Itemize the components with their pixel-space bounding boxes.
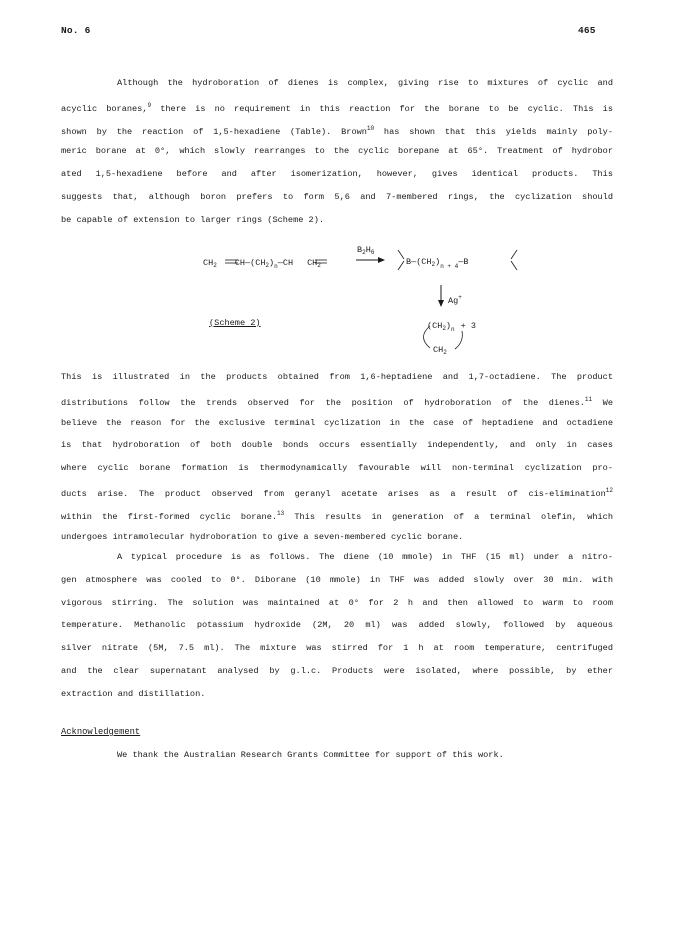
text-line: A typical procedure is as follows. The diene (10 mmole) in THF (15 ml) under a nitro- xyxy=(117,552,613,562)
silver-reagent: Ag+ xyxy=(448,294,462,306)
footnote-ref: 12 xyxy=(605,486,613,494)
text-line: where cyclic borane formation is thermodynamically favourable will non-terminal cyclization pro- xyxy=(61,463,613,474)
paragraph-1 xyxy=(61,72,613,232)
text-span: there is no requirement in this reaction for the borane to be cyclic. This is xyxy=(151,103,613,114)
reaction-scheme xyxy=(0,240,676,360)
cycloalkane-product xyxy=(424,321,476,356)
reagent-label: $B_2H_6$ xyxy=(357,245,375,256)
scheme-label: (Scheme 2) xyxy=(209,318,261,328)
text-line: be capable of extension to larger rings (Scheme 2). xyxy=(61,214,325,225)
text-line: This is illustrated in the products obtained from 1,6-heptadiene and 1,7-octadiene. The product xyxy=(61,372,613,382)
text-line xyxy=(61,503,613,526)
reaction-arrow xyxy=(356,257,385,263)
text-span: has shown that this yields mainly poly- xyxy=(374,126,613,137)
footnote-ref: 10 xyxy=(366,124,375,132)
text-line: believe the reason for the exclusive terminal cyclization in the case of heptadiene and octadiene xyxy=(61,417,613,428)
reactant-formula: $CH_2$ $CH—(CH_2)_n—CH$ $CH_2$ xyxy=(203,258,321,270)
scheme-diagram xyxy=(0,240,676,360)
text-span: ducts arise. The product observed from geranyl acetate arises as a result of cis-elimination xyxy=(61,488,606,499)
text-line: and the clear supernatant analysed by g.l.c. Products were isolated, where possible, by ether xyxy=(61,665,613,676)
paragraph-2 xyxy=(61,366,613,548)
footnote-ref: 9 xyxy=(147,101,152,109)
text-line: Although the hydroboration of dienes is complex, giving rise to mixtures of cyclic and xyxy=(117,78,613,88)
paragraph-3 xyxy=(61,546,613,706)
footnote-ref: 11 xyxy=(584,395,593,403)
text-line: ated 1,5-hexadiene before and after isomerization, however, gives identical products. This xyxy=(61,169,613,180)
text-line: gen atmosphere was cooled to 0°. Diborane (10 mmole) in THF was added slowly over 30 min. with xyxy=(61,574,613,585)
text-span: We xyxy=(592,397,613,408)
text-line: meric borane at 0°, which slowly rearranges to the cyclic borepane at 65°. Treatment of hydrobor xyxy=(61,146,613,157)
text-line xyxy=(61,95,613,118)
text-span: This results in generation of a terminal olefin, which xyxy=(284,511,613,522)
page-number: 465 xyxy=(578,25,596,36)
svg-text:CH2: $CH_2$ xyxy=(433,345,447,356)
text-line: extraction and distillation. xyxy=(61,688,206,699)
text-line xyxy=(61,480,613,503)
text-span: acyclic boranes, xyxy=(61,103,148,114)
svg-text:(CH2)n+ 3: $(CH_2)_n + 3$ xyxy=(427,321,476,333)
text-line xyxy=(61,118,613,141)
acknowledgement-text: We thank the Australian Research Grants Committee for support of this work. xyxy=(117,750,504,760)
text-line xyxy=(61,389,613,412)
text-span: distributions follow the trends observed for the position of hydroboration of the dienes. xyxy=(61,397,585,408)
svg-text:B—(CH2)n + 4—B: $B—(CH_2)_{n + 4}—B$ xyxy=(406,257,469,270)
text-line: suggests that, although boron prefers to form 5,6 and 7-membered rings, the cyclization should xyxy=(61,191,613,202)
text-line: silver nitrate (5M, 7.5 ml). The mixture was stirred for 1 h at room temperature, centrifuged xyxy=(61,643,613,654)
text-line: is that hydroboration of both double bonds occurs essentially independently, and only in cases xyxy=(61,440,613,451)
silver-arrow xyxy=(438,285,444,307)
text-line: undergoes intramolecular hydroboration to give a seven-membered cyclic borane. xyxy=(61,531,464,542)
text-line: temperature. Methanolic potassium hydroxide (2M, 20 ml) was added slowly, followed by aqueous xyxy=(61,620,613,631)
borane-product xyxy=(398,250,517,270)
text-span: shown by the reaction of 1,5-hexadiene (Table). Brown xyxy=(61,126,367,137)
footnote-ref: 13 xyxy=(277,509,285,517)
text-line: vigorous stirring. The solution was maintained at 0° for 2 h and then allowed to warm to room xyxy=(61,597,613,608)
acknowledgement-heading: Acknowledgement xyxy=(61,727,141,737)
text-span: within the first-formed cyclic borane. xyxy=(61,511,278,522)
journal-number: No. 6 xyxy=(61,25,91,36)
